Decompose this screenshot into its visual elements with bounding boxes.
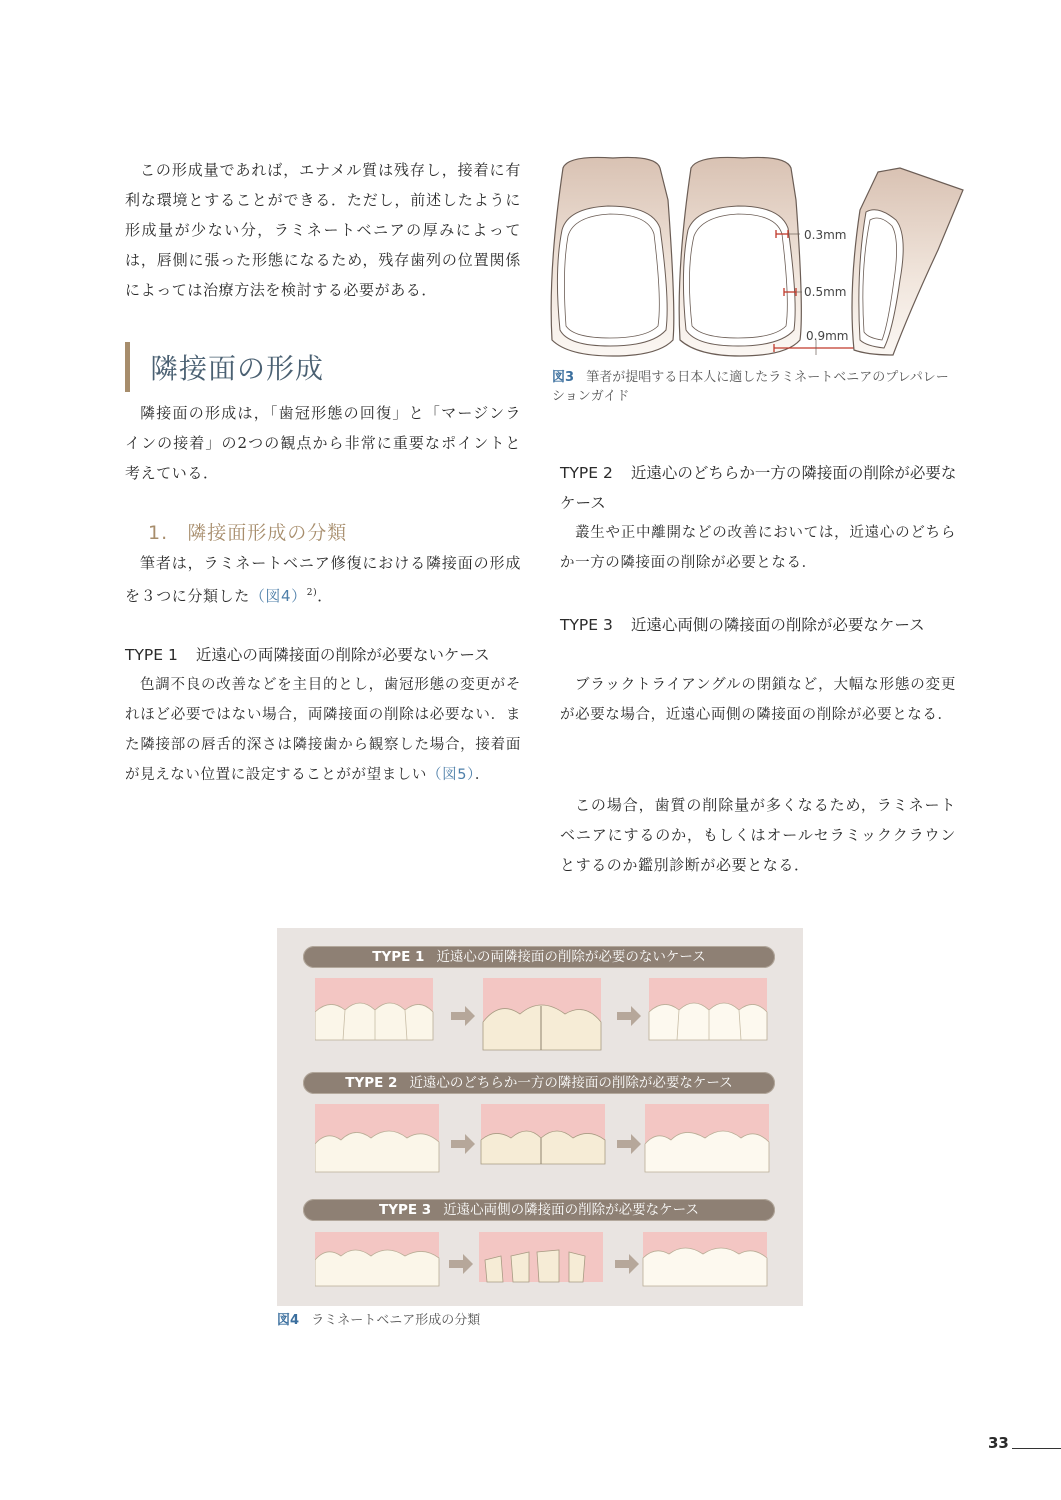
fig3-caption-text: 筆者が提唱する日本人に適したラミネートベニアのプレパレーションガイド — [552, 370, 949, 404]
type1-paragraph — [125, 670, 521, 790]
fig3-illustration — [548, 150, 968, 365]
type2-title: 近遠心のどちらか一方の隣接面の削除が必要なケース — [560, 464, 957, 512]
subsection-number: 1. — [148, 522, 169, 544]
arrow-icon — [451, 1006, 475, 1026]
page-number: 33 — [988, 1434, 1009, 1452]
type1-title: 近遠心の両隣接面の削除が必要ないケース — [195, 646, 490, 664]
arrow-icon — [615, 1254, 639, 1274]
fig4-label: 図4 — [277, 1313, 300, 1328]
type3-after-photo — [643, 1232, 767, 1286]
fig4-type2-label: TYPE 2 — [345, 1075, 398, 1091]
measure-05: 0.5mm — [804, 285, 847, 299]
fig4-type1-label: TYPE 1 — [372, 949, 425, 965]
intro-paragraph: この形成量であれば，エナメル質は残存し，接着に有利な環境とすることができる．ただし，前述したように形成量が少ない分，ラミネートベニアの厚みによっては，唇側に張った形態になるため，残存歯列の位置関係によっては治療方法を検討する必要がある． — [125, 161, 521, 299]
type1-text: 色調不良の改善などを主目的とし，歯冠形態の変更がそれほど必要ではない場合，両隣接面の削除は必要ない．また隣接部の唇舌的深さは隣接歯から観察した場合，接着面が見えない位置に設定することがが望ましい — [125, 677, 521, 783]
type3-prep-photo — [479, 1232, 603, 1282]
type3-label: TYPE 3 — [560, 616, 613, 634]
subsection-paragraph — [125, 548, 521, 611]
type1-text-end: ． — [474, 767, 490, 783]
fig3-caption — [552, 368, 957, 406]
page-number-rule — [1012, 1448, 1061, 1449]
type3-paragraph: ブラックトライアングルの閉鎖など，大幅な形態の変更が必要な場合，近遠心両側の隣接面の削除が必要となる． — [560, 677, 956, 723]
fig4-panel — [277, 928, 803, 1306]
type1-before-photo — [315, 978, 433, 1040]
fig3-label: 図3 — [552, 370, 575, 385]
fig5-reference[interactable]: （図5） — [427, 767, 475, 783]
fig4-reference[interactable]: （図4） — [249, 587, 307, 605]
section-title: 隣接面の形成 — [150, 352, 325, 385]
fig4-type2-title: 近遠心のどちらか一方の隣接面の削除が必要なケース — [409, 1075, 733, 1091]
subsection-title: 隣接面形成の分類 — [187, 522, 348, 544]
subsection-text: 筆者は，ラミネートベニア修復における隣接面の形成を３つに分類した — [125, 554, 521, 605]
subsection-heading — [148, 518, 347, 545]
section-paragraph: 隣接面の形成は，「歯冠形態の回復」と「マージンラインの接着」の2つの観点から非常に重要なポイントと考えている． — [125, 404, 521, 482]
type2-paragraph: 叢生や正中離開などの改善においては，近遠心のどちらか一方の隣接面の削除が必要となる． — [560, 525, 956, 571]
type3-heading — [560, 610, 960, 640]
fig4-caption — [277, 1311, 803, 1330]
fig4-type1-title: 近遠心の両隣接面の削除が必要のないケース — [436, 949, 706, 965]
fig4-type3-label: TYPE 3 — [378, 1202, 432, 1218]
type2-prep-photo — [481, 1104, 605, 1164]
section-heading-bar — [125, 342, 130, 392]
type2-before-photo — [315, 1104, 439, 1172]
type3-title: 近遠心両側の隣接面の削除が必要なケース — [630, 616, 925, 634]
fig4-caption-text: ラミネートベニア形成の分類 — [311, 1313, 481, 1328]
fig4-type2-pill — [303, 1072, 775, 1094]
subsection-text-end: ． — [317, 587, 333, 605]
fig4-type1-images — [315, 978, 773, 1056]
type1-heading — [125, 640, 535, 670]
measure-03: 0.3mm — [804, 228, 847, 242]
citation-superscript: 2) — [306, 588, 318, 598]
type1-prep-photo — [483, 978, 601, 1050]
measure-09: 0.9mm — [806, 329, 849, 343]
type3-before-photo — [315, 1232, 439, 1286]
fig4-type3-images — [315, 1232, 773, 1288]
arrow-icon — [451, 1134, 475, 1154]
type1-after-photo — [649, 978, 767, 1040]
type1-label: TYPE 1 — [125, 646, 178, 664]
fig4-type1-pill — [303, 946, 775, 968]
type2-heading — [560, 458, 960, 518]
arrow-icon — [617, 1006, 641, 1026]
fig4-type2-images — [315, 1104, 773, 1174]
conclusion-paragraph: この場合，歯質の削除量が多くなるため，ラミネートベニアにするのか，もしくはオールセラミッククラウンとするのか鑑別診断が必要となる． — [560, 796, 956, 874]
arrow-icon — [449, 1254, 473, 1274]
fig4-type3-title: 近遠心両側の隣接面の削除が必要なケース — [443, 1202, 700, 1218]
type2-after-photo — [645, 1104, 769, 1172]
type2-label: TYPE 2 — [560, 464, 613, 482]
fig4-type3-pill — [303, 1199, 775, 1221]
arrow-icon — [617, 1134, 641, 1154]
